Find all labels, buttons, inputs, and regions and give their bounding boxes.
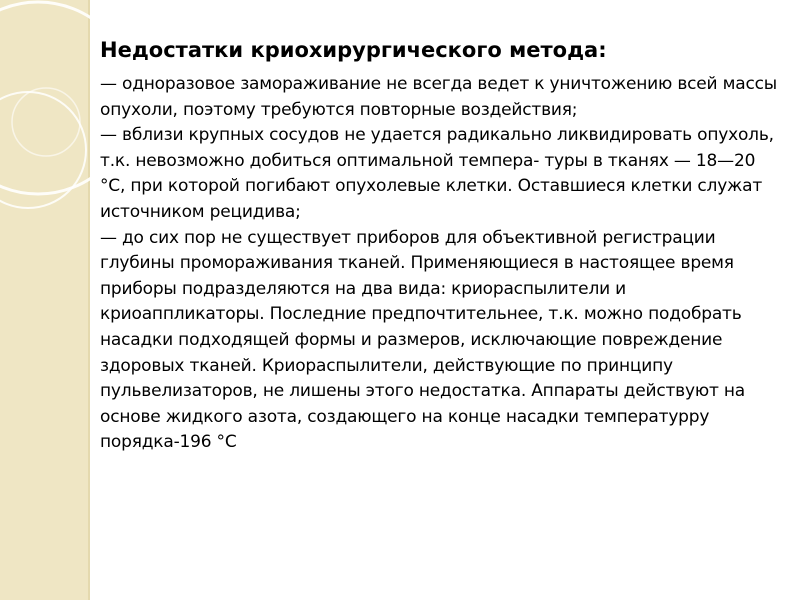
decor-ring-inner — [12, 88, 80, 156]
paragraph-1: — одноразовое замораживание не всегда ведет к уничтожению всей массы опухоли, поэтому требуются повторные воздействия; — [100, 74, 777, 120]
paragraph-2: — вблизи крупных сосудов не удается радикально ликвидировать опухоль, т.к. невозможно добиться оптимальной темпера- туры в тканях — 18—20 °С, при которой погибают опухолевые клетки. Оставшиеся клетки служат источником рецидива; — [100, 125, 774, 222]
slide-title: Недостатки криохирургического метода: — [100, 38, 607, 62]
slide-content — [100, 34, 782, 456]
paragraph-3: — до сих пор не существует приборов для объективной регистрации глубины промораживания тканей. Применяющиеся в настоящее время приборы подразделяются на два вида: криораспылители и криоаппликаторы. Последние предпочтительнее, т.к. можно подобрать насадки подходящей формы и размеров, исключающие повреждение здоровых тканей. Криораспылители, действующие по принципу пульвелизаторов, не лишены этого недостатка. Аппараты действуют на основе жидкого азота, создающего на конце насадки температурру порядка-196 °С — [100, 227, 745, 453]
